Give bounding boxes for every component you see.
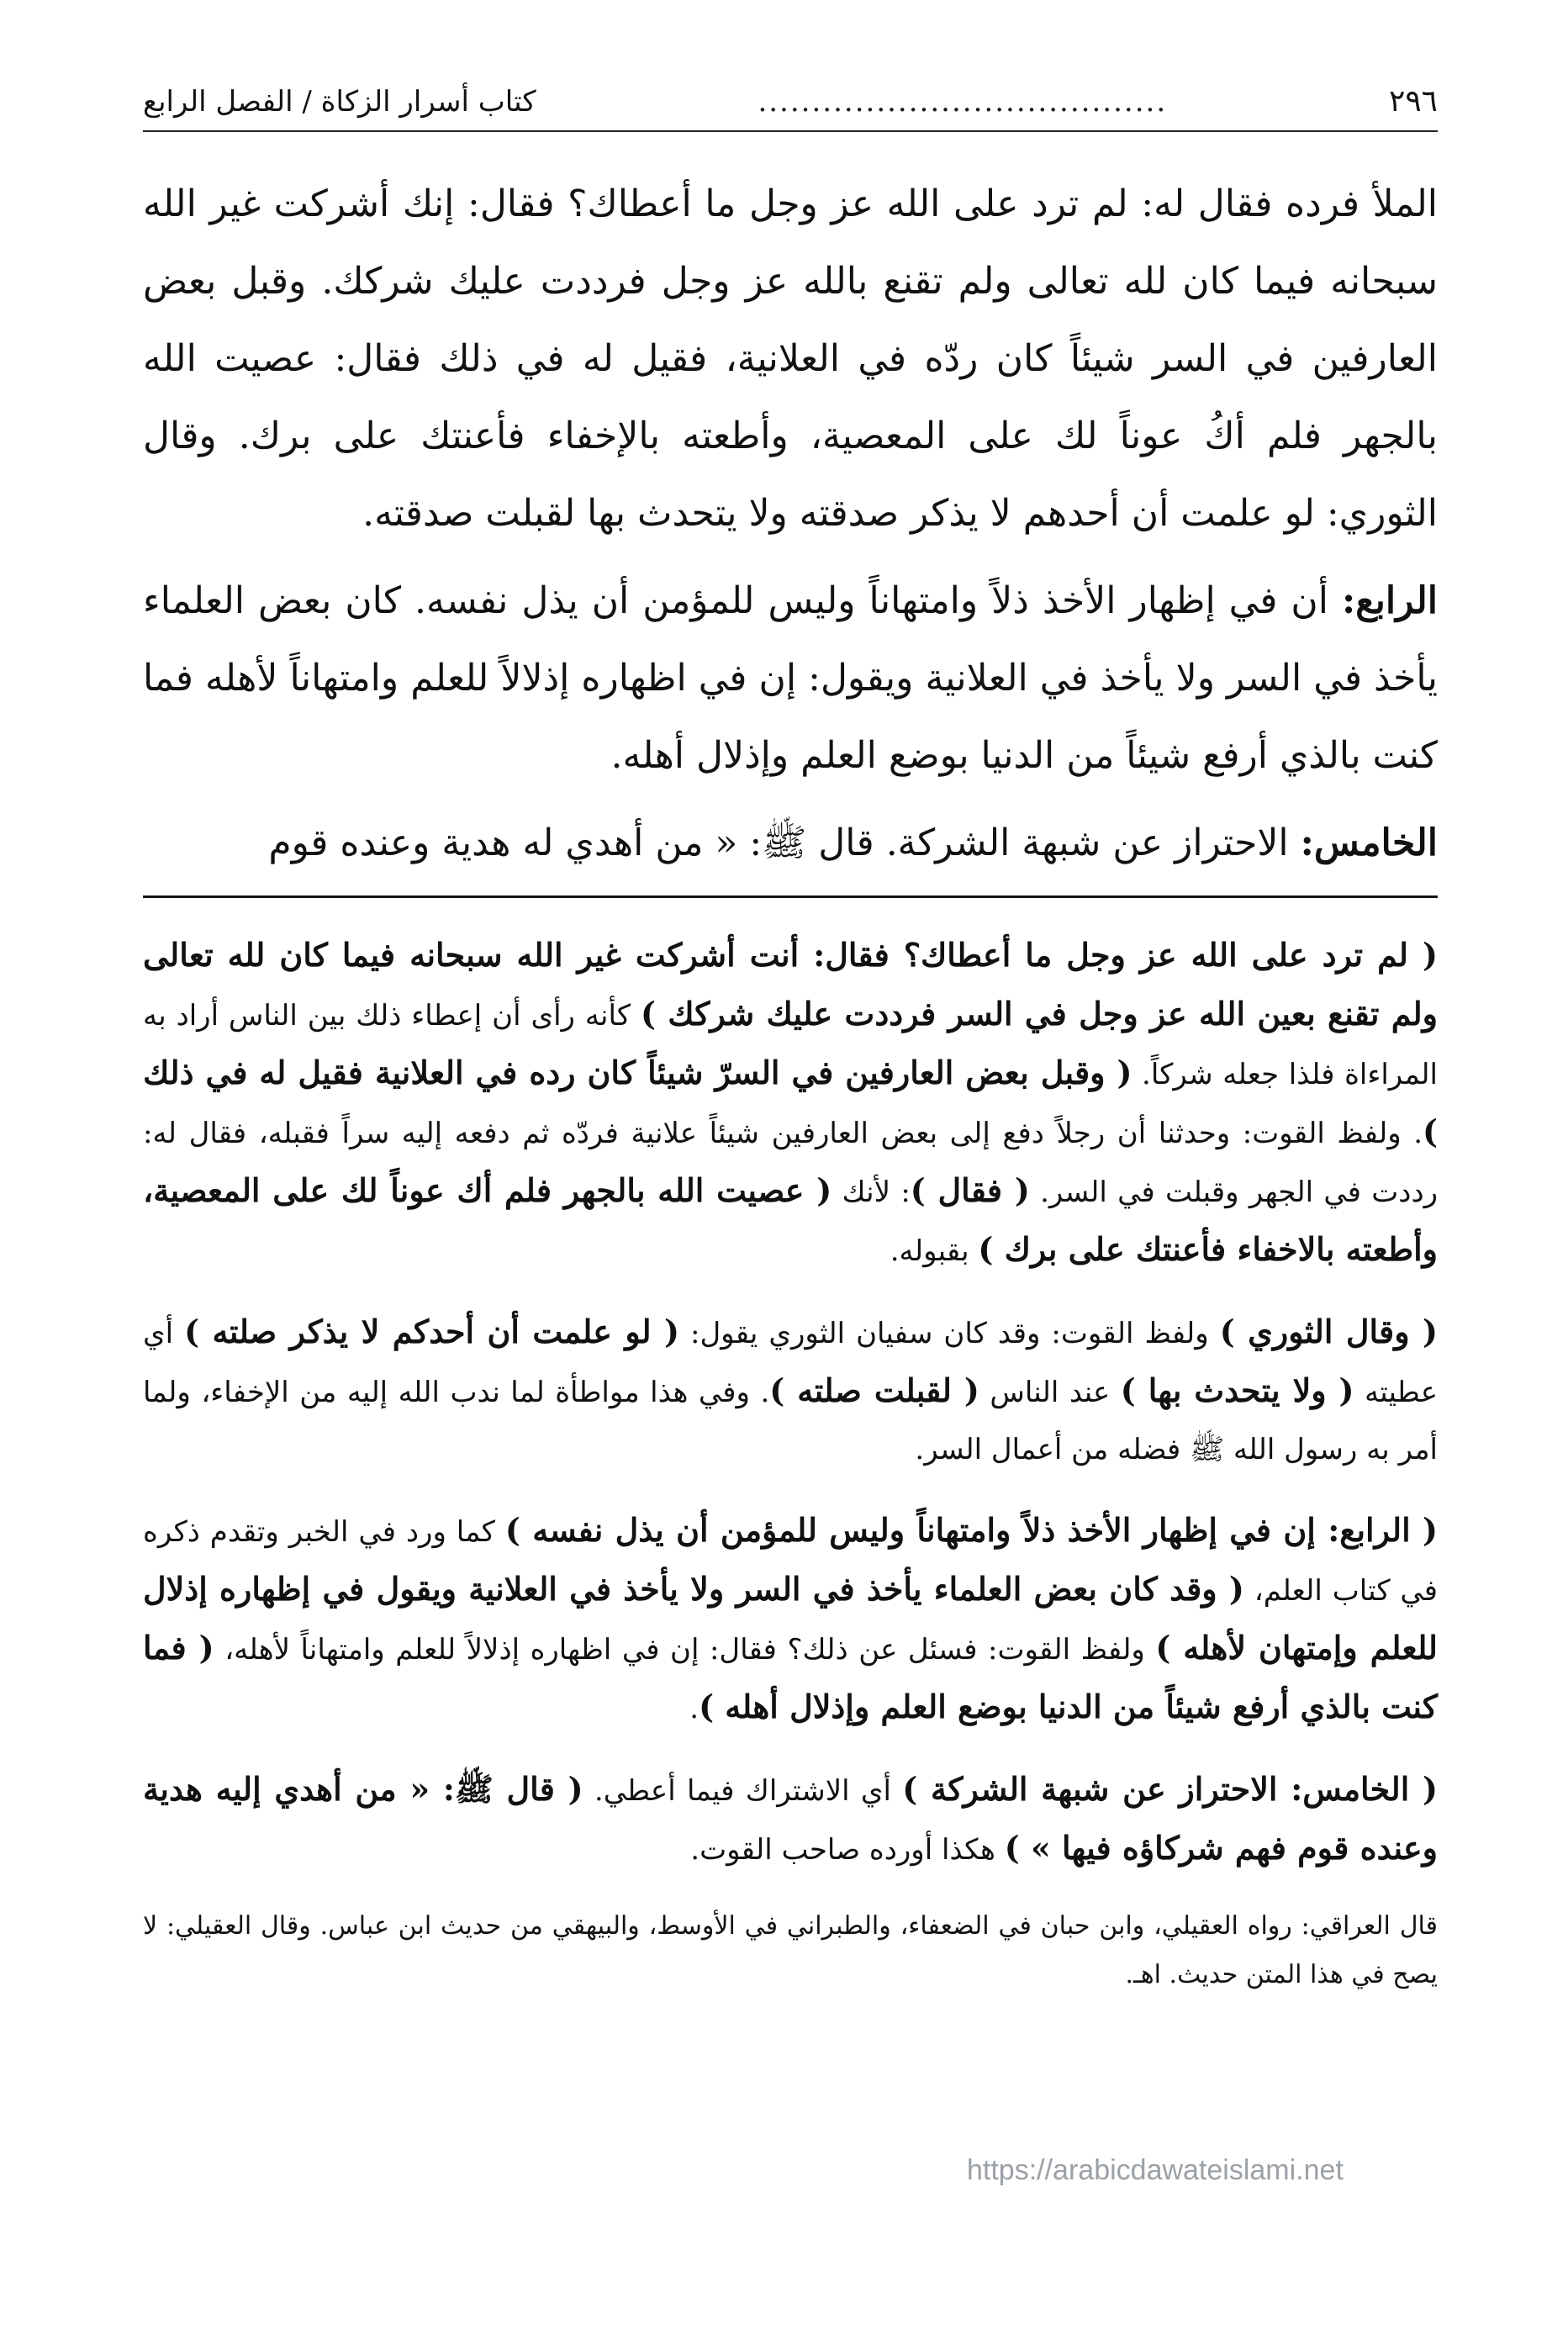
commentary-text-segment: . وفي هذا مواطأة لما ندب الله إليه من الإخفاء، ولما أمر به رسول الله ﷺ فضله من أعمال السر. — [143, 1376, 1438, 1466]
paragraph-lead: الرابع: — [1341, 579, 1438, 622]
watermark-url: https://arabicdawateislami.net — [967, 2154, 1344, 2186]
commentary-paragraph-2 — [143, 1303, 1438, 1478]
commentary-quote-segment: ( عصيت الله بالجهر فلم أك عوناً لك على المعصية، وأطعته بالاخفاء فأعنتك على برك ) — [143, 1171, 1438, 1268]
paragraph-lead: الخامس: — [1300, 821, 1438, 864]
main-paragraph-1: الملأ فرده فقال له: لم ترد على الله عز وجل ما أعطاك؟ فقال: إنك أشركت غير الله سبحانه فيما كان لله تعالى ولم تقنع بالله عز وجل فرددت عليك شركك. وقبل بعض العارفين في السر شيئاً كان ردّه في العلانية، فقيل له في ذلك فقال: عصيت الله بالجهر فلم أكُ عوناً لك على المعصية، وأطعته بالإخفاء فأعنتك على برك. وقال الثوري: لو علمت أن أحدهم لا يذكر صدقته ولا يتحدث بها لقبلت صدقته. — [143, 182, 1438, 535]
header-dots: ...................................... — [758, 84, 1168, 119]
paragraph-body: الاحتراز عن شبهة الشركة. قال ﷺ: « من أهدي له هدية وعنده قوم — [268, 821, 1301, 864]
commentary-paragraph-3 — [143, 1502, 1438, 1737]
commentary-quote-segment: ( فقال ) — [910, 1171, 1030, 1209]
commentary-quote-segment: ( وقال الثوري ) — [1219, 1313, 1438, 1350]
page-number: ٢٩٦ — [1388, 84, 1438, 119]
commentary-quote-segment: ( وقبل بعض العارفين في السرّ شيئاً كان رده في العلانية فقيل له في ذلك ) — [143, 1054, 1438, 1150]
commentary-text-segment: : لأنك — [832, 1175, 911, 1209]
commentary-quote-segment: ( فما كنت بالذي أرفع شيئاً من الدنيا بوضع العلم وإذلال أهله ) — [143, 1629, 1438, 1725]
commentary-paragraph-5: قال العراقي: رواه العقيلي، وابن حبان في الضعفاء، والطبراني في الأوسط، والبيهقي من حديث ابن عباس. وقال العقيلي: لا يصح في هذا المتن حديث. اهـ. — [143, 1911, 1438, 1989]
paragraph-body: أن في إظهار الأخذ ذلاً وامتهاناً وليس للمؤمن أن يذل نفسه. كان بعض العلماء يأخذ في السر ولا يأخذ في العلانية ويقول: إن في اظهاره إذلالاً للعلم وامتهاناً لأهله فما كنت بالذي أرفع شيئاً من الدنيا بوضع العلم وإذلال أهله. — [143, 579, 1439, 777]
commentary-separator — [143, 895, 1438, 898]
commentary-text-segment: ولفظ القوت: فسئل عن ذلك؟ فقال: إن في اظهاره إذلالاً للعلم وامتهاناً لأهله، — [214, 1633, 1156, 1667]
commentary-text-segment: بقبوله. — [890, 1234, 979, 1268]
commentary-quote-segment: ( لم ترد على الله عز وجل ما أعطاك؟ فقال: أنت أشركت غير الله سبحانه فيما كان لله تعالى ولم تقنع بعين الله عز وجل في السر فرددت عليك شركك ) — [143, 936, 1438, 1033]
commentary-text-segment: كما ورد في الخبر وتقدم ذكره في كتاب العلم، — [143, 1515, 1438, 1608]
commentary-quote-segment: ( لقبلت صلته ) — [769, 1371, 979, 1409]
commentary-text-segment: ولفظ القوت: وقد كان سفيان الثوري يقول: — [679, 1317, 1220, 1350]
book-page — [143, 84, 1438, 2023]
main-paragraph-2 — [143, 563, 1438, 795]
commentary-text-segment: أي عطيته — [143, 1317, 1438, 1409]
commentary-text-segment: . — [689, 1692, 700, 1725]
main-paragraph-3 — [143, 805, 1438, 882]
commentary-text-segment: . ولفظ القوت: وحدثنا أن رجلاً دفع إلى بعض العارفين شيئاً علانية فردّه ثم دفعه إليه سراً فقبله، فقال له: رددت في الجهر وقبلت في السر. — [143, 1117, 1439, 1209]
header-title: كتاب أسرار الزكاة / الفصل الرابع — [143, 84, 536, 119]
commentary-quote-segment: ( قال ﷺ: « من أهدي إليه هدية وعنده قوم فهم شركاؤه فيها » ) — [143, 1770, 1438, 1867]
commentary-text-segment: عند الناس — [979, 1376, 1121, 1409]
commentary-paragraph-1 — [143, 927, 1438, 1280]
commentary-quote-segment: ( لو علمت أن أحدكم لا يذكر صلته ) — [184, 1313, 679, 1350]
commentary-quote-segment: ( الرابع: إن في إظهار الأخذ ذلاً وامتهاناً وليس للمؤمن أن يذل نفسه ) — [504, 1511, 1438, 1549]
commentary — [143, 927, 1438, 2000]
main-text — [143, 166, 1438, 882]
commentary-text-segment: أي الاشتراك فيما أعطي. — [583, 1774, 903, 1808]
commentary-text-segment: هكذا أورده صاحب القوت. — [690, 1833, 1005, 1867]
running-header — [143, 84, 1438, 132]
commentary-text-segment: كأنه رأى أن إعطاء ذلك بين الناس أراد به المراءاة فلذا جعله شركاً. — [143, 999, 1438, 1091]
commentary-quote-segment: ( ولا يتحدث بها ) — [1120, 1371, 1354, 1409]
commentary-quote-segment: ( وقد كان بعض العلماء يأخذ في السر ولا يأخذ في العلانية ويقول في إظهاره إذلال للعلم وإمتهان لأهله ) — [143, 1570, 1438, 1667]
commentary-paragraph-4 — [143, 1761, 1438, 1878]
commentary-quote-segment: ( الخامس: الاحتراز عن شبهة الشركة ) — [902, 1770, 1438, 1808]
